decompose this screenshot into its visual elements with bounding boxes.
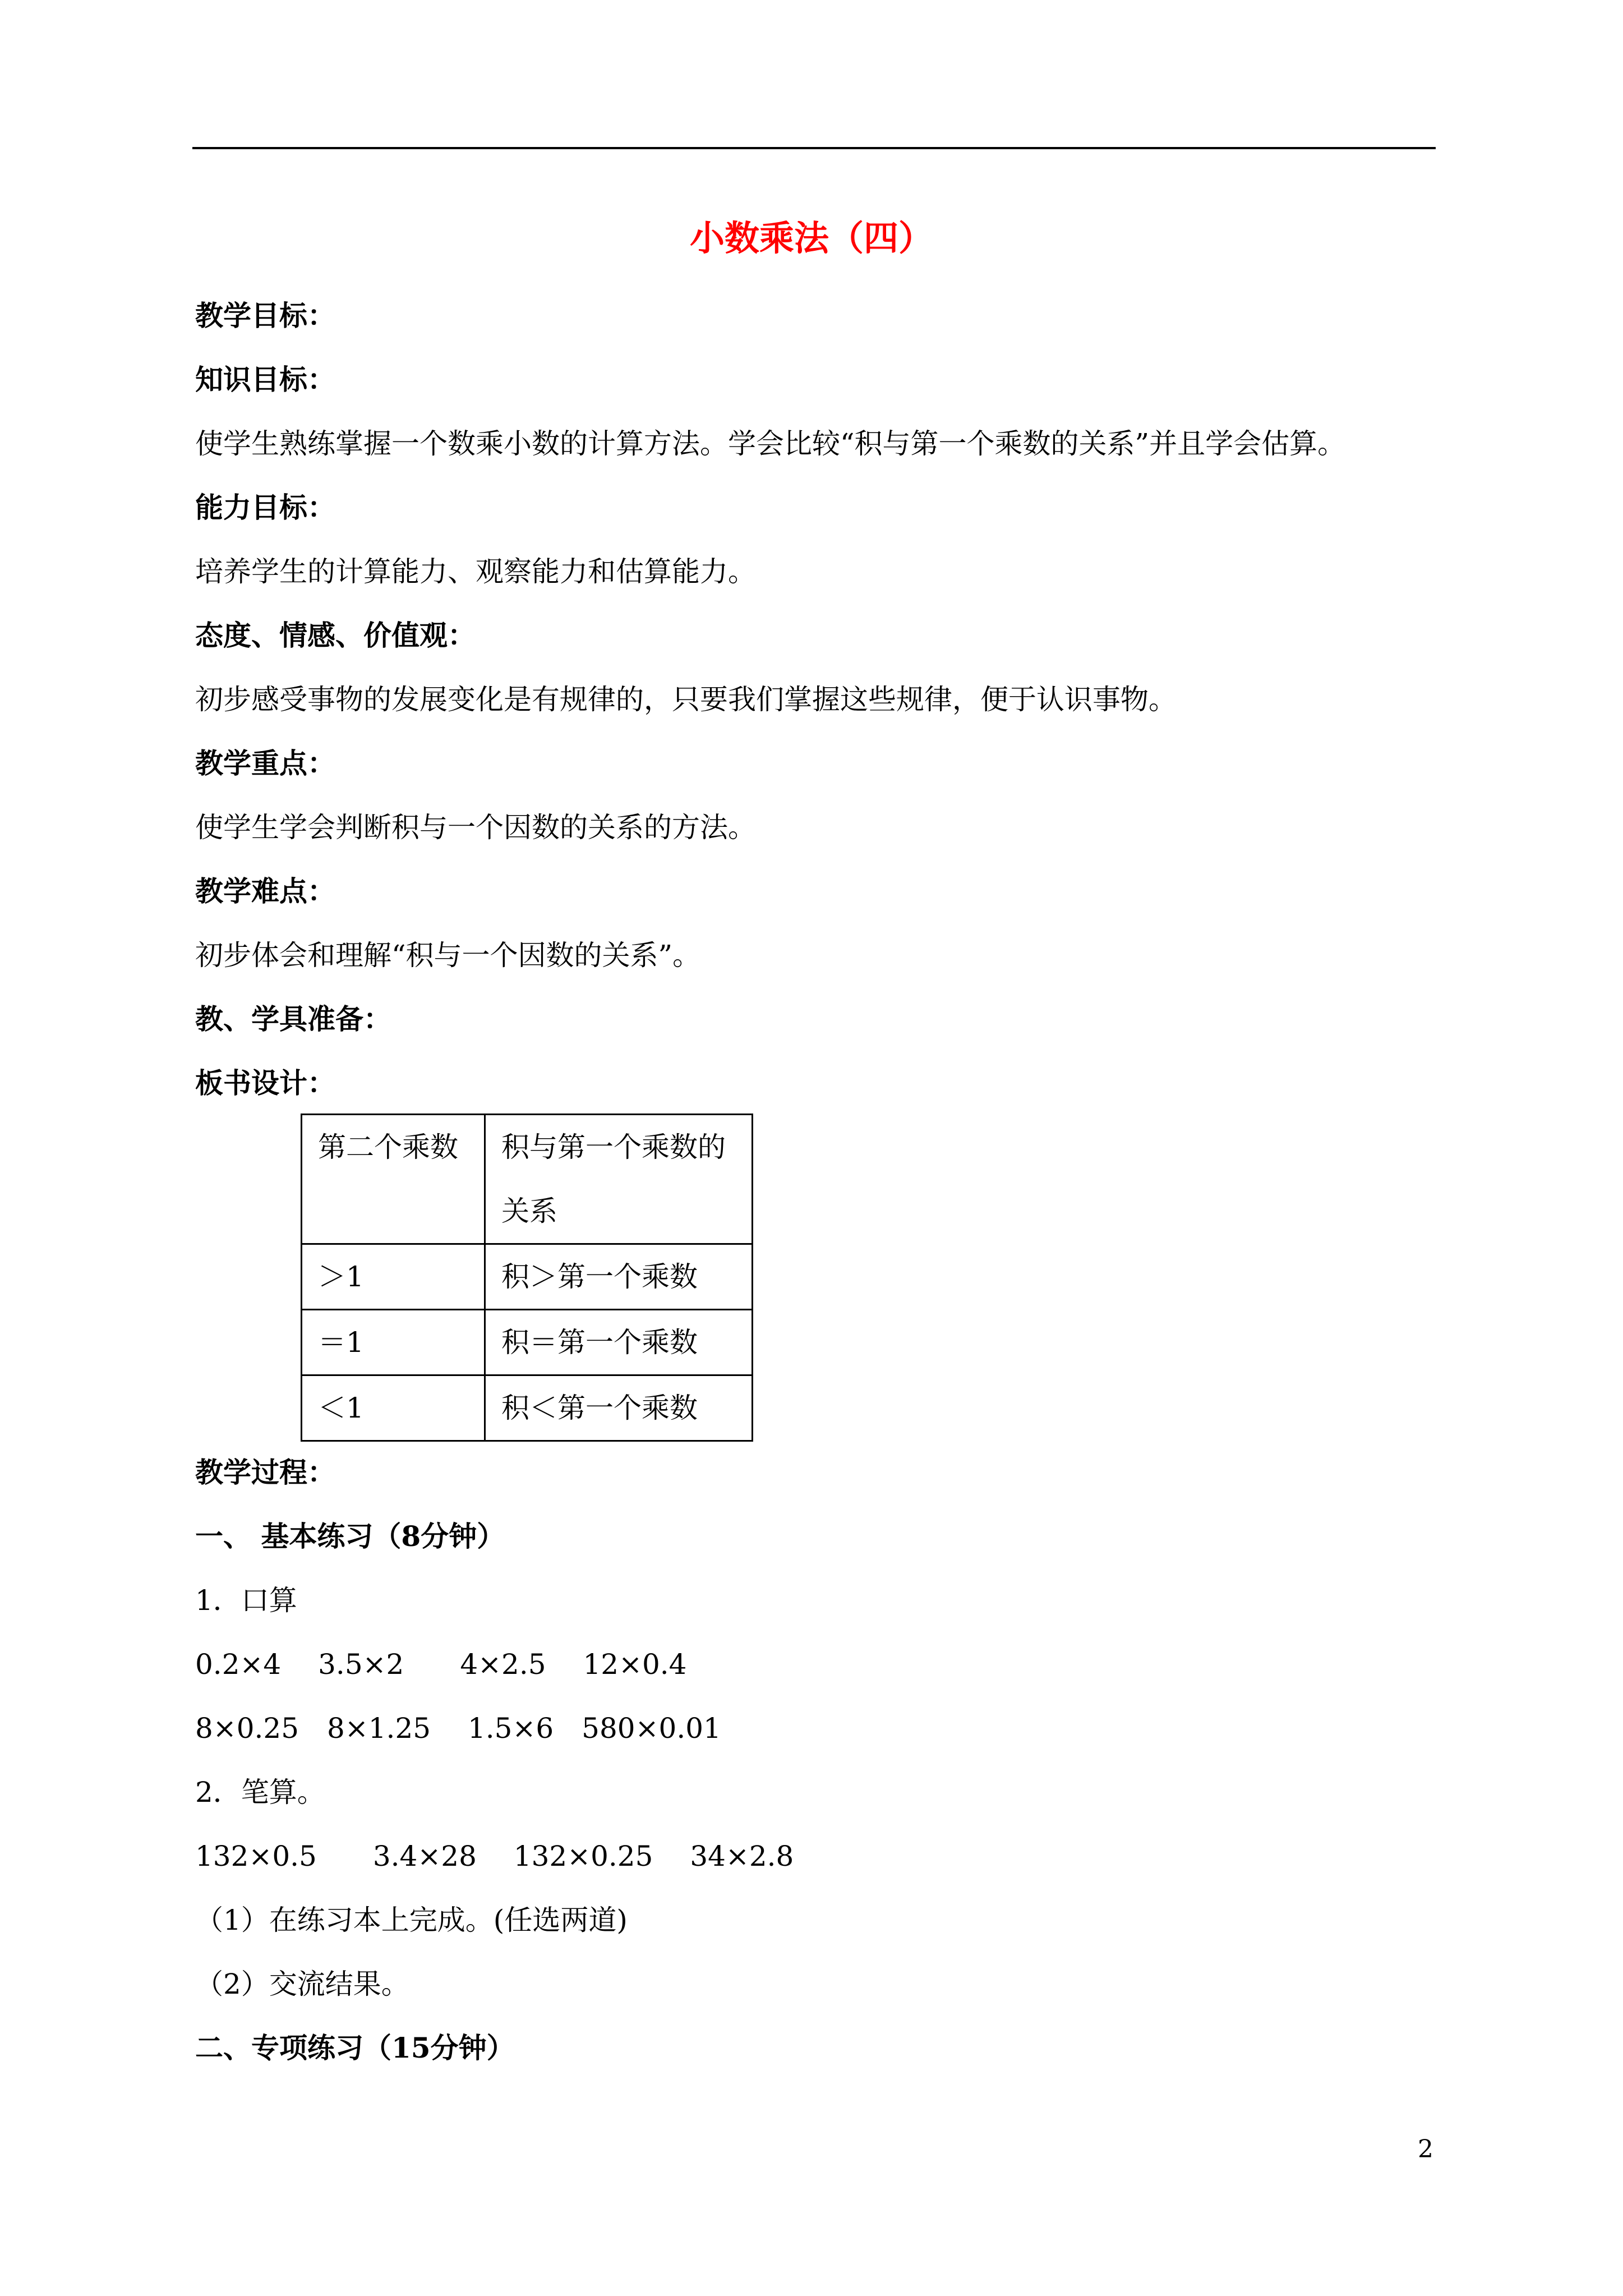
paragraph-knowledge-goals: 使学生熟练掌握一个数乘小数的计算方法。学会比较“积与第一个乘数的关系”并且学会估算。	[195, 427, 1346, 460]
heading-difficulties: 教学难点：	[195, 875, 335, 908]
table-row	[302, 1310, 753, 1375]
table-header-cell	[485, 1115, 753, 1244]
header-text-line: 关系	[501, 1195, 557, 1227]
oral-calc-row-1: 0.2×4 3.5×2 4×2.5 12×0.4	[195, 1648, 687, 1681]
heading-teaching-goals: 教学目标：	[195, 299, 335, 332]
table-row	[302, 1115, 753, 1244]
heading-basic-practice: 一、 基本练习（8分钟）	[195, 1520, 505, 1553]
heading-materials: 教、学具准备：	[195, 1002, 391, 1036]
heading-special-practice: 二、专项练习（15分钟）	[195, 2031, 515, 2064]
heading-knowledge-goals: 知识目标：	[195, 363, 335, 396]
heading-ability-goals: 能力目标：	[195, 491, 335, 524]
step-1: （1）在练习本上完成。(任选两道)	[195, 1904, 628, 1936]
paragraph-key-points: 使学生学会判断积与一个因数的关系的方法。	[195, 811, 756, 844]
table-cell: 积＝第一个乘数	[485, 1310, 753, 1375]
header-rule	[192, 147, 1436, 149]
heading-attitude-goals: 态度、情感、价值观：	[195, 619, 476, 652]
paragraph-attitude-goals: 初步感受事物的发展变化是有规律的，只要我们掌握这些规律，便于认识事物。	[195, 683, 1177, 716]
table-cell: 积＜第一个乘数	[485, 1375, 753, 1441]
paragraph-difficulties: 初步体会和理解“积与一个因数的关系”。	[195, 939, 701, 972]
table-row	[302, 1375, 753, 1441]
item-written-calc: 2．笔算。	[195, 1776, 325, 1809]
paragraph-ability-goals: 培养学生的计算能力、观察能力和估算能力。	[195, 555, 756, 588]
table-cell: ＜1	[302, 1375, 485, 1441]
table-cell: 积＞第一个乘数	[485, 1244, 753, 1310]
table-header-cell: 第二个乘数	[302, 1115, 485, 1244]
table-cell: ＝1	[302, 1310, 485, 1375]
oral-calc-row-2: 8×0.25 8×1.25 1.5×6 580×0.01	[195, 1712, 721, 1745]
board-design-table	[301, 1114, 753, 1442]
written-calc-row: 132×0.5 3.4×28 132×0.25 34×2.8	[195, 1840, 794, 1872]
page-number: 2	[1418, 2135, 1433, 2164]
header-text-line: 积与第一个乘数的	[501, 1131, 726, 1163]
heading-key-points: 教学重点：	[195, 747, 335, 780]
table-cell: ＞1	[302, 1244, 485, 1310]
heading-process: 教学过程：	[195, 1456, 335, 1489]
item-oral-calc: 1．口算	[195, 1584, 297, 1617]
document-title: 小数乘法（四）	[689, 218, 933, 259]
heading-board-design: 板书设计：	[195, 1066, 335, 1099]
step-2: （2）交流结果。	[195, 1968, 409, 2000]
table-row	[302, 1244, 753, 1310]
